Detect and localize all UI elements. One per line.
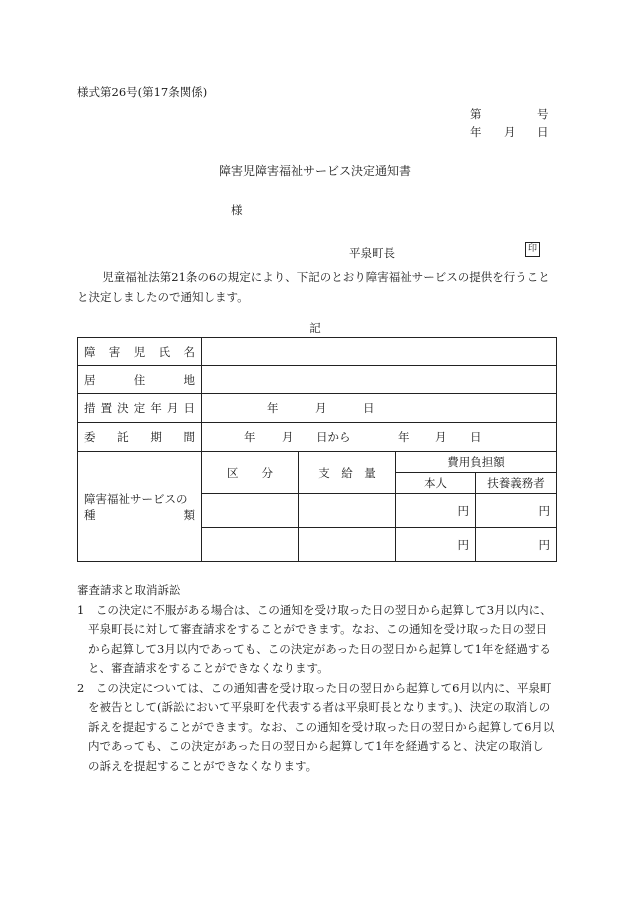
decision-date-label: 措置決定年月日 <box>78 394 202 423</box>
self-cost-header: 本人 <box>396 473 476 494</box>
appeal-notes <box>77 581 555 776</box>
issue-date-month: 月 <box>504 125 516 139</box>
guardian-cost-cell[interactable]: 円 <box>476 494 557 528</box>
issue-date-year: 年 <box>470 125 482 139</box>
supply-cell[interactable] <box>299 528 396 562</box>
ki-heading: 記 <box>309 321 321 335</box>
category-cell[interactable] <box>202 494 299 528</box>
period-field[interactable] <box>202 423 557 452</box>
notice-body: 児童福祉法第21条の6の規定により、下記のとおり障害福祉サービスの提供を行うことと決定しましたので通知します。 <box>77 270 550 304</box>
residence-label: 居住地 <box>78 366 202 394</box>
residence-field[interactable] <box>202 366 557 394</box>
period-from-year: 年 <box>244 430 256 444</box>
service-type-label-kind-1: 種 <box>84 507 96 522</box>
decision-table <box>77 337 557 562</box>
form-number: 様式第26号(第17条関係) <box>77 85 208 99</box>
service-type-label-kind-2: 類 <box>183 507 195 522</box>
service-type-label <box>78 452 202 562</box>
period-label: 委託期間 <box>78 423 202 452</box>
period-to-month: 月 <box>435 430 447 444</box>
supply-cell[interactable] <box>299 494 396 528</box>
seal-mark: 印 <box>525 242 540 257</box>
issuer-name: 平泉町長 <box>349 246 395 260</box>
period-to-year: 年 <box>398 430 410 444</box>
period-from-day: 日から <box>316 430 351 444</box>
service-type-label-line2 <box>84 507 201 523</box>
guardian-cost-header: 扶養義務者 <box>476 473 557 494</box>
decision-date-field[interactable] <box>202 394 557 423</box>
notes-heading: 審査請求と取消訴訟 <box>77 583 181 597</box>
period-from-month: 月 <box>282 430 294 444</box>
document-title: 障害児障害福祉サービス決定通知書 <box>218 164 411 178</box>
addressee-suffix: 様 <box>231 203 243 217</box>
category-header: 区 分 <box>202 452 299 494</box>
supply-header: 支 給 量 <box>299 452 396 494</box>
cost-header: 費用負担額 <box>396 452 557 473</box>
document-number-suffix: 号 <box>537 107 549 121</box>
decision-date-day: 日 <box>363 401 375 415</box>
note-item-2: 2 この決定については、この通知書を受け取った日の翌日から起算して6月以内に、平泉町を被告として(訴訟において平泉町を代表する者は平泉町長となります。)、決定の取消しの訴えを提起することができます。なお、この通知を受け取った日の翌日から起算して6月以内であっても、この決定があった日の翌日から起算して1年を経過すると、決定の取消しの訴えを提起することができなくなります。 <box>77 680 555 773</box>
self-cost-cell[interactable]: 円 <box>396 494 476 528</box>
child-name-field[interactable] <box>202 338 557 366</box>
document-number-label: 第 <box>470 107 482 121</box>
category-cell[interactable] <box>202 528 299 562</box>
self-cost-cell[interactable]: 円 <box>396 528 476 562</box>
decision-date-year: 年 <box>267 401 279 415</box>
service-type-label-line1: 障害福祉サービスの <box>84 491 188 506</box>
guardian-cost-cell[interactable]: 円 <box>476 528 557 562</box>
child-name-label: 障害児氏名 <box>78 338 202 366</box>
issue-date-day: 日 <box>537 125 549 139</box>
note-item-1: 1 この決定に不服がある場合は、この通知を受け取った日の翌日から起算して3月以内に、平泉町長に対して審査請求をすることができます。なお、この通知を受け取った日の翌日から起算して3月以内であっても、この決定があった日の翌日から起算して1年を経過すると、審査請求をすることができなくなります。 <box>77 602 552 675</box>
decision-date-month: 月 <box>315 401 327 415</box>
period-to-day: 日 <box>470 430 482 444</box>
